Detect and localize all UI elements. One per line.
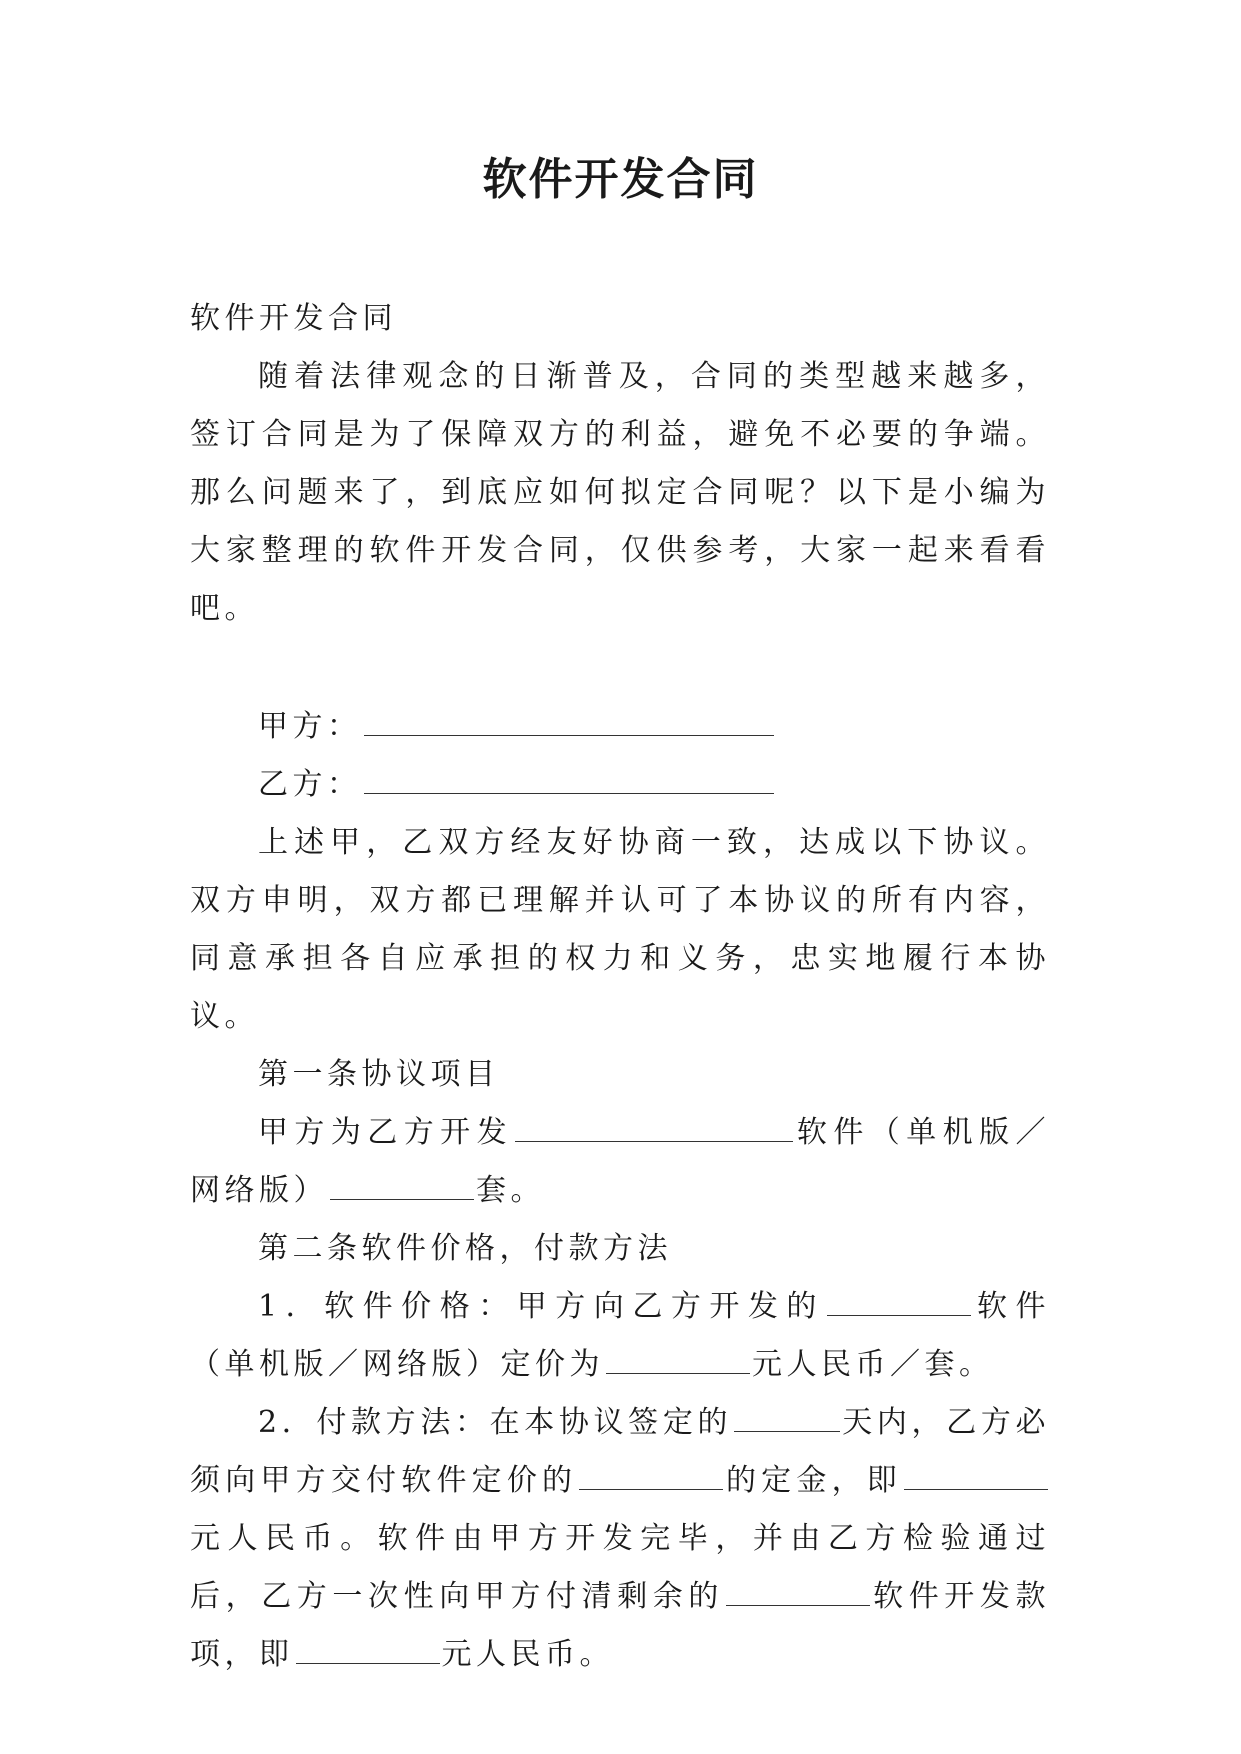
software-name-blank — [515, 1115, 793, 1142]
intro-paragraph: 随着法律观念的日渐普及，合同的类型越来越多，签订合同是为了保障双方的利益，避免不必要的争端。那么问题来了，到底应如何拟定合同呢？以下是小编为大家整理的软件开发合同，仅供参考，大家一起来看看吧。 — [190, 359, 1050, 626]
section-gap — [190, 638, 1050, 698]
party-b-blank — [364, 767, 774, 794]
party-b-label: 乙方： — [258, 767, 362, 802]
article1-paragraph — [190, 1104, 1050, 1220]
price-text-2: 软件（单机版／网络版）定价为 — [190, 1289, 1051, 1382]
payment-text-1: 2．付款方法：在本协议签定的 — [258, 1405, 733, 1440]
document-body — [190, 290, 1050, 1684]
payment-text-4: 元人民币。软件由甲方开发完毕，并由乙方检验通过后，乙方一次性向甲方付清剩余的 — [190, 1521, 1050, 1614]
article1-text-2: 软件（单机版／网络版） — [190, 1115, 1050, 1208]
party-b-line — [190, 756, 1050, 814]
price-paragraph — [190, 1278, 1050, 1394]
price-text-1: 1．软件价格：甲方向乙方开发的 — [258, 1289, 825, 1324]
article2-heading: 第二条软件价格，付款方法 — [258, 1231, 672, 1266]
remaining-amount-blank — [296, 1637, 440, 1664]
payment-paragraph — [190, 1394, 1050, 1684]
set-count-blank — [330, 1173, 474, 1200]
days-blank — [734, 1405, 840, 1432]
deposit-percent-blank — [579, 1463, 723, 1490]
deposit-amount-blank — [904, 1463, 1048, 1490]
document-title: 软件开发合同 — [482, 154, 759, 205]
payment-text-5: 软件开发款项，即 — [190, 1579, 1050, 1672]
party-a-blank — [364, 709, 774, 736]
remaining-percent-blank — [726, 1579, 870, 1606]
article1-text-3: 套。 — [476, 1173, 545, 1208]
agreement-paragraph: 上述甲，乙双方经友好协商一致，达成以下协议。双方申明，双方都已理解并认可了本协议的所有内容，同意承担各自应承担的权力和义务，忠实地履行本协议。 — [190, 825, 1050, 1034]
price-amount-blank — [606, 1347, 750, 1374]
party-a-line — [190, 698, 1050, 756]
payment-text-2: 天内，乙方必须向甲方交付软件定价的 — [190, 1405, 1050, 1498]
party-a-label: 甲方： — [258, 709, 362, 744]
price-software-blank — [827, 1289, 971, 1316]
article1-text-1: 甲方为乙方开发 — [258, 1115, 513, 1150]
payment-text-3: 的定金，即 — [725, 1463, 903, 1498]
article1-heading: 第一条协议项目 — [258, 1057, 500, 1092]
payment-text-6: 元人民币。 — [441, 1637, 614, 1672]
document-subtitle: 软件开发合同 — [190, 301, 397, 336]
price-text-3: 元人民币／套。 — [752, 1347, 994, 1382]
